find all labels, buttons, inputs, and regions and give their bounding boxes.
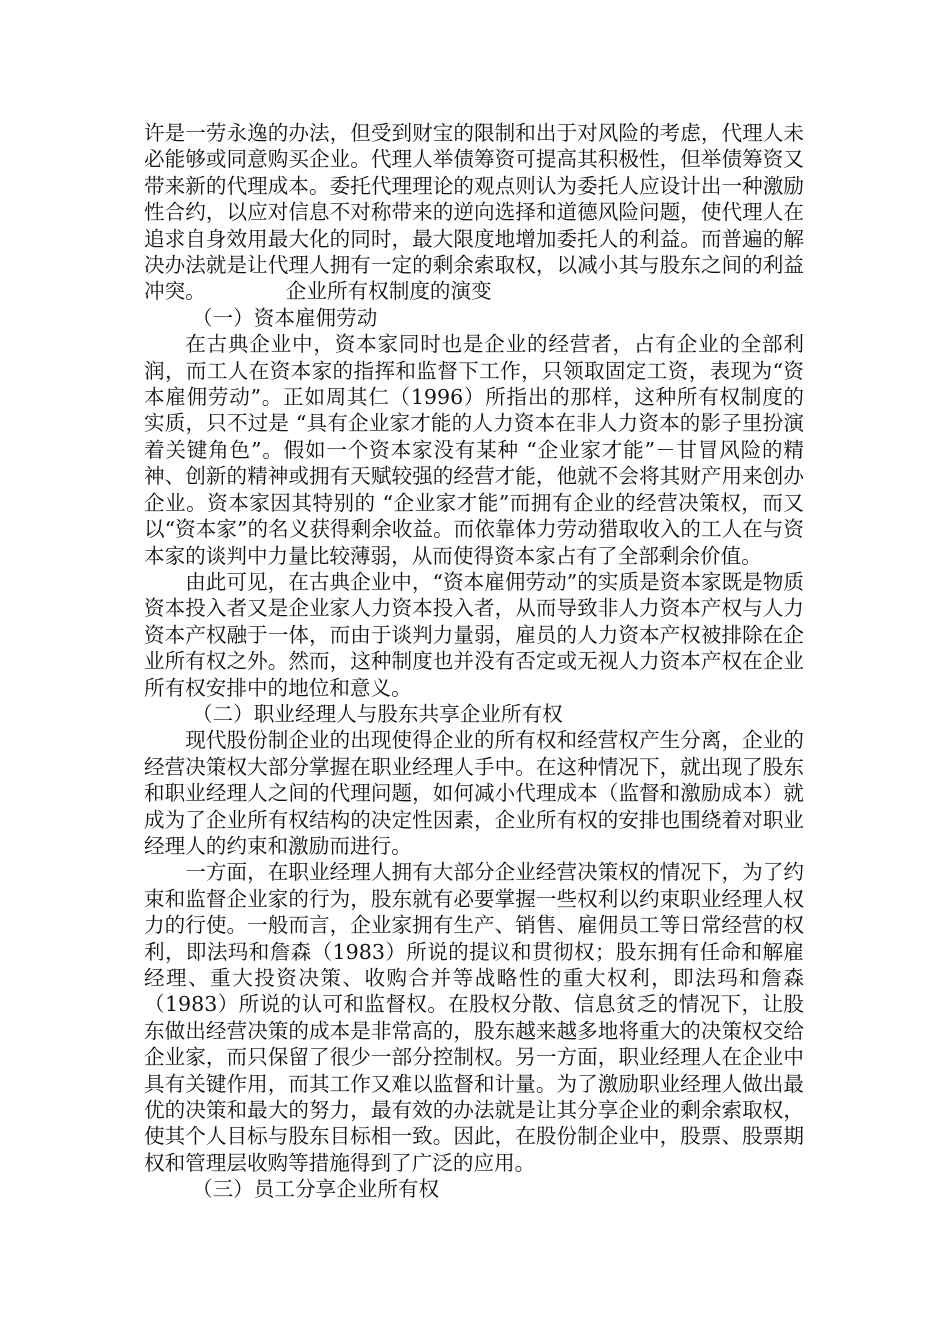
intro-text: 许是一劳永逸的办法，但受到财宝的限制和出于对风险的考虑，代理人未必能够或同意购买企业。代理人举债筹资可提高其积极性，但举债筹资又带来新的代理成本。委托代理理论的观点则认为委托人应设计出一种激励性合约，以应对信息不对称带来的逆向选择和道德风险问题，使代理人在追求自身效用最大化的同时，最大限度地增加委托人的利益。而普遍的解决办法就是让代理人拥有一定的剩余索取权，以减小其与股东之间的利益冲突。: [144, 121, 804, 304]
intro-paragraph: [144, 120, 804, 305]
document-page: [144, 120, 804, 1203]
paragraph-classical-enterprise: 在古典企业中，资本家同时也是企业的经营者，占有企业的全部利润，而工人在资本家的指挥和监督下工作，只领取固定工资，表现为“资本雇佣劳动”。正如周其仁（1996）所指出的那样，这种所有权制度的实质，只不过是 “具有企业家才能的人力资本在非人力资本的影子里扮演着关键角色”。假如一个资本家没有某种 “企业家才能”－甘冒风险的精神、创新的精神或拥有天赋较强的经营才能，他就不会将其财产用来创办企业。资本家因其特别的 “企业家才能”而拥有企业的经营决策权，而又以“资本家”的名义获得剩余收益。而依靠体力劳动猎取收入的工人在与资本家的谈判中力量比较薄弱，从而使得资本家占有了全部剩余价值。: [144, 332, 804, 568]
heading-capital-employs-labor: （一）资本雇佣劳动: [192, 305, 378, 330]
paragraph-modern-corporation: 现代股份制企业的出现使得企业的所有权和经营权产生分离，企业的经营决策权大部分掌握在职业经理人手中。在这种情况下，就出现了股东和职业经理人之间的代理问题，如何减小代理成本（监督和激励成本）就成为了企业所有权结构的决定性因素，企业所有权的安排也围绕着对职业经理人的约束和激励而进行。: [144, 728, 804, 858]
section-title: 企业所有权制度的演变: [285, 279, 492, 304]
heading-manager-shareholder-sharing: （二）职业经理人与股东共享企业所有权: [192, 701, 563, 726]
heading-employee-sharing: （三）员工分享企业所有权: [192, 1177, 440, 1202]
paragraph-conclusion-classical: 由此可见，在古典企业中，“资本雇佣劳动”的实质是资本家既是物质资本投入者又是企业家人力资本投入者，从而导致非人力资本产权与人力资本产权融于一体，而由于谈判力量弱，雇员的人力资本产权被排除在企业所有权之外。然而，这种制度也并没有否定或无视人力资本产权在企业所有权安排中的地位和意义。: [144, 569, 804, 700]
paragraph-control-and-incentive: 一方面，在职业经理人拥有大部分企业经营决策权的情况下，为了约束和监督企业家的行为，股东就有必要掌握一些权利以约束职业经理人权力的行使。一般而言，企业家拥有生产、销售、雇佣员工等日常经营的权利，即法玛和詹森（1983）所说的提议和贯彻权；股东拥有任命和解雇经理、重大投资决策、收购合并等战略性的重大权利，即法玛和詹森（1983）所说的认可和监督权。在股权分散、信息贫乏的情况下，让股东做出经营决策的成本是非常高的，股东越来越多地将重大的决策权交给企业家，而只保留了很少一部分控制权。另一方面，职业经理人在企业中具有关键作用，而其工作又难以监督和计量。为了激励职业经理人做出最优的决策和最大的努力，最有效的办法就是让其分享企业的剩余索取权，使其个人目标与股东目标相一致。因此，在股份制企业中，股票、股票期权和管理层收购等措施得到了广泛的应用。: [144, 860, 804, 1175]
